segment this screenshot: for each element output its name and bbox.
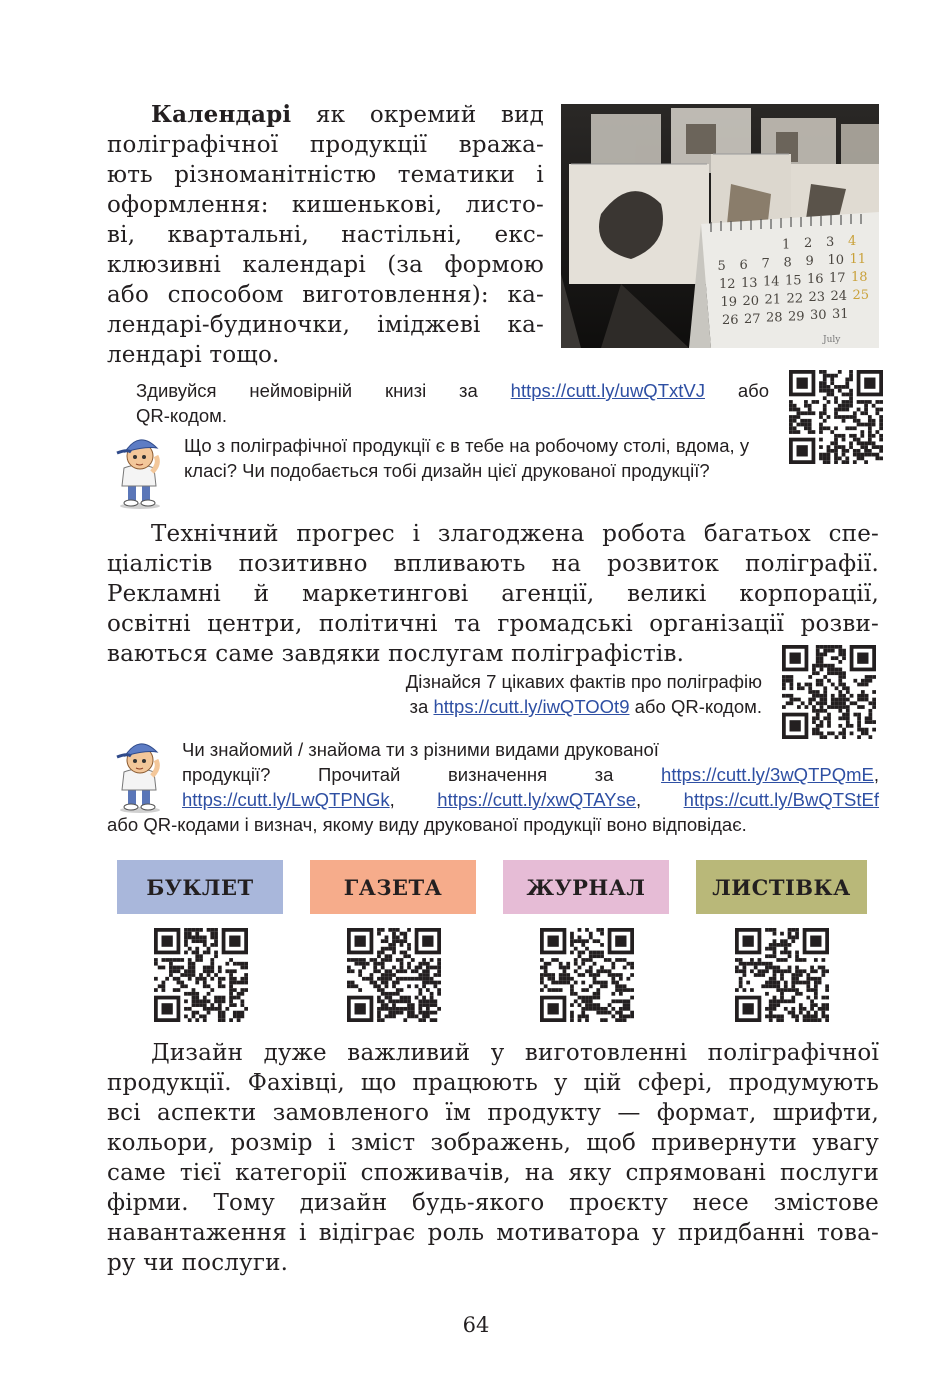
- book-note: [136, 378, 769, 428]
- task-line1: Чи знайомий / знайома ти з різними видами друкованої: [182, 739, 659, 760]
- p3-line: фірми. Тому дизайн будь-якого проєкту несе змістове: [107, 1190, 879, 1216]
- calendar-day: 4: [848, 233, 857, 249]
- intro-line: поліграфічної продукції вража-: [107, 132, 544, 158]
- calendar-day: 26: [722, 313, 739, 328]
- tag-newspaper: ГАЗЕТА: [310, 860, 476, 914]
- p3-line: ру чи послуги.: [107, 1250, 289, 1276]
- p2-line: ціалістів позитивно впливають на розвиток поліграфії.: [107, 551, 879, 577]
- book-link[interactable]: https://cutt.ly/uwQTxtVJ: [510, 380, 705, 401]
- calendar-day: 7: [761, 256, 770, 272]
- calendar-day: 31: [832, 307, 849, 322]
- calendar-day: 20: [742, 293, 760, 309]
- booklet-link[interactable]: https://cutt.ly/3wQTPQmE: [661, 764, 874, 785]
- p2-line: освітні центри, політичні та громадські організації розви-: [107, 611, 879, 637]
- p2-line: ваються саме завдяки послугам поліграфістів.: [107, 641, 685, 667]
- calendar-day: 14: [763, 274, 780, 290]
- calendar-day: 30: [810, 308, 827, 324]
- question-1: Що з поліграфічної продукції є в тебе на робочому столі, вдома, у класі? Чи подобається тобі дизайн цієї друкованої продукції?: [184, 435, 750, 481]
- calendar-day: 18: [851, 269, 868, 285]
- magazine-link[interactable]: https://cutt.ly/xwQTAYse: [437, 789, 637, 810]
- paragraph-3: [107, 1038, 879, 1278]
- paragraph-2: [107, 519, 879, 669]
- qr-code-newspaper[interactable]: [347, 928, 441, 1022]
- tag-postcard: ЛИСТІВКА: [696, 860, 867, 914]
- intro-line: або способом виготовлення): ка-: [107, 282, 544, 308]
- calendar-day: 25: [852, 287, 870, 303]
- p3-line: саме тієї категорії споживачів, на яку спрямовані послуги: [107, 1160, 879, 1186]
- qr-code-booklet[interactable]: [154, 928, 248, 1022]
- intro-paragraph: [107, 100, 544, 370]
- task-last-line: або QR-кодами і визнач, якому виду друкованої продукції воно відповідає.: [107, 814, 747, 835]
- calendar-day: 23: [808, 290, 826, 306]
- calendar-day: 3: [826, 235, 835, 250]
- p2-line: Технічний прогрес і злагоджена робота багатьох спе-: [151, 521, 879, 547]
- calendar-day: 2: [804, 236, 813, 252]
- tag-magazine: ЖУРНАЛ: [503, 860, 669, 914]
- p3-line: кольори, розмір і зміст зображень, щоб привернути увагу: [107, 1130, 879, 1156]
- intro-line: оформлення: кишенькові, листо-: [107, 192, 544, 218]
- boy-mascot-icon: [112, 432, 170, 510]
- calendar-day: 13: [741, 275, 758, 291]
- task-block: [107, 737, 879, 837]
- calendar-day: 5: [717, 259, 726, 274]
- calendar-day: 8: [783, 255, 792, 271]
- book-note-line: Здивуйся неймовірній книзі за https://cutt.ly/uwQTxtVJ або: [136, 380, 770, 401]
- book-note-line2: QR-кодом.: [136, 405, 228, 426]
- qr-code-book[interactable]: [789, 370, 883, 464]
- intro-line: Календарі як окремий вид: [151, 101, 544, 128]
- p3-line: всі аспекти замовленого їм продукту — формат, шрифти,: [107, 1100, 879, 1126]
- tag-booklet: БУКЛЕТ: [117, 860, 283, 914]
- facts-line1: Дізнайся 7 цікавих фактів про поліграфію: [405, 671, 762, 692]
- calendar-day: 22: [786, 291, 804, 307]
- calendar-month: July: [823, 335, 841, 345]
- p2-line: Рекламні й маркетингові агенції, великі корпорації,: [107, 581, 879, 607]
- page-number: 64: [462, 1313, 490, 1337]
- calendar-day: 11: [849, 251, 867, 267]
- p3-line: навантаження і відіграє роль мотиватора у придбанні това-: [107, 1220, 879, 1246]
- calendar-day: 9: [805, 254, 814, 270]
- calendar-day: 15: [785, 273, 802, 289]
- p3-line: Дизайн дуже важливий у виготовленні поліграфічної: [151, 1040, 879, 1066]
- intro-line: лендарі тощо.: [107, 342, 280, 368]
- calendar-day: 28: [766, 310, 783, 326]
- calendar-day: 10: [827, 253, 845, 268]
- postcard-link[interactable]: https://cutt.ly/BwQTStEf: [683, 789, 879, 810]
- calendar-day: 24: [830, 289, 848, 304]
- qr-code-magazine[interactable]: [540, 928, 634, 1022]
- facts-link[interactable]: https://cutt.ly/iwQTOOt9: [433, 696, 630, 717]
- calendar-day: 6: [739, 257, 748, 273]
- intro-line: ві, квартальні, настільні, екс-: [107, 222, 544, 248]
- qr-code-postcard[interactable]: [735, 928, 829, 1022]
- calendar-day: 21: [764, 292, 782, 308]
- calendar-day: 29: [788, 309, 805, 325]
- calendar-day: 16: [807, 272, 824, 288]
- calendar-day: 17: [829, 271, 846, 286]
- task-line2: продукції? Прочитай визначення за https://cutt.ly/3wQTPQmE,: [182, 764, 879, 785]
- calendar-day: 12: [719, 277, 736, 292]
- intro-line: лендарі-будиночки, іміджеві ка-: [107, 312, 544, 338]
- facts-note: [340, 669, 762, 719]
- calendars-photo: [561, 104, 879, 348]
- intro-line: клюзивні календарі (за формою: [107, 252, 544, 278]
- intro-bold-term: Календарі: [151, 101, 292, 128]
- p3-line: продукції. Фахівці, що працюють у цій сфері, продумують: [107, 1070, 879, 1096]
- facts-line2: за https://cutt.ly/iwQTOOt9 або QR-кодом.: [409, 696, 762, 717]
- calendar-day: 27: [744, 311, 761, 327]
- calendar-day: 1: [782, 237, 791, 253]
- calendar-day: 19: [720, 295, 738, 310]
- newspaper-link[interactable]: https://cutt.ly/LwQTPNGk: [182, 789, 390, 810]
- task-line3: https://cutt.ly/LwQTPNGk, https://cutt.ly/xwQTAYse, https://cutt.ly/BwQTStEf: [182, 789, 879, 810]
- intro-line: ють різноманітністю тематики і: [107, 162, 544, 188]
